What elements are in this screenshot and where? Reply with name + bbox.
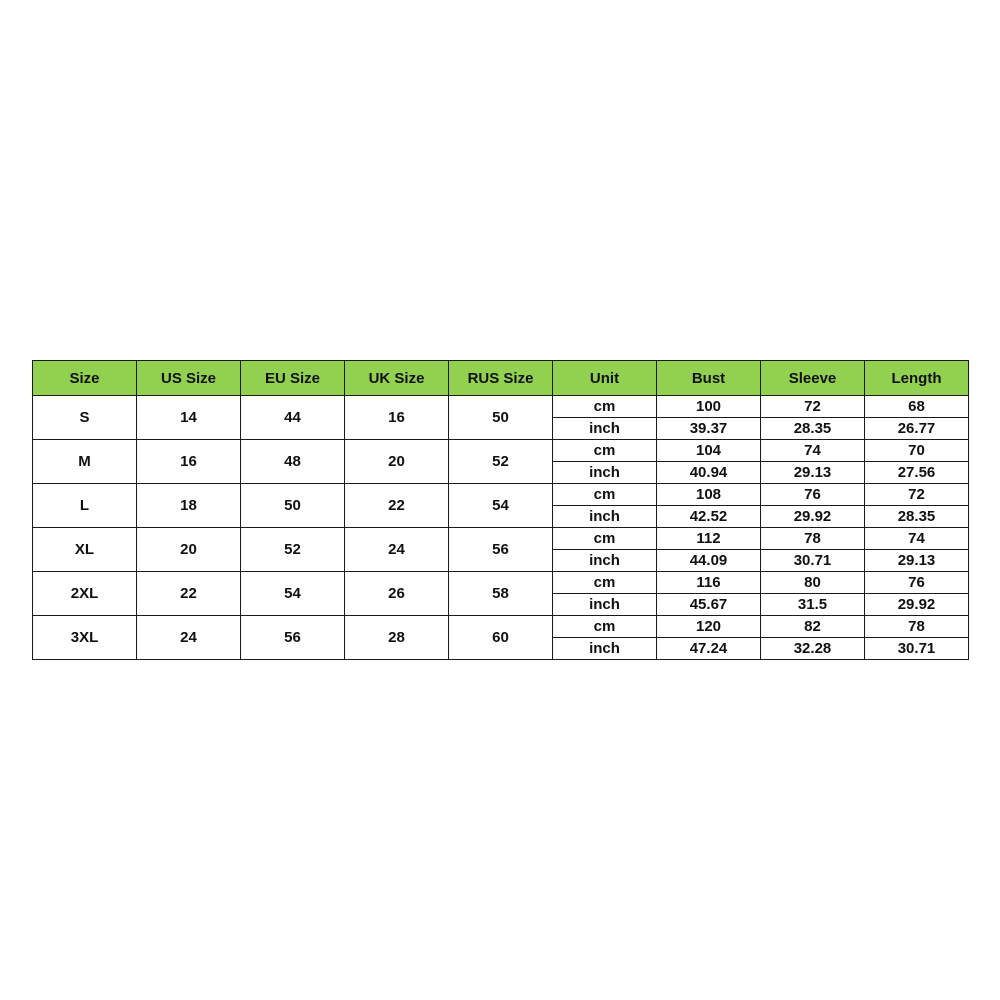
- size-chart-table: [32, 360, 969, 660]
- bust-cell: 42.52: [657, 506, 761, 528]
- eu-size-cell: 48: [241, 440, 345, 484]
- unit-cell: inch: [553, 506, 657, 528]
- sleeve-cell: 32.28: [761, 638, 865, 660]
- unit-cell: cm: [553, 616, 657, 638]
- bust-cell: 104: [657, 440, 761, 462]
- size-cell: 3XL: [33, 616, 137, 660]
- unit-cell: cm: [553, 484, 657, 506]
- uk-size-cell: 22: [345, 484, 449, 528]
- bust-cell: 45.67: [657, 594, 761, 616]
- bust-cell: 39.37: [657, 418, 761, 440]
- rus-size-cell: 56: [449, 528, 553, 572]
- sleeve-cell: 31.5: [761, 594, 865, 616]
- length-cell: 28.35: [865, 506, 969, 528]
- sleeve-cell: 78: [761, 528, 865, 550]
- eu-size-cell: 50: [241, 484, 345, 528]
- sleeve-cell: 29.92: [761, 506, 865, 528]
- unit-cell: inch: [553, 594, 657, 616]
- length-cell: 72: [865, 484, 969, 506]
- uk-size-cell: 28: [345, 616, 449, 660]
- header-rus-size: RUS Size: [449, 361, 553, 396]
- header-us-size: US Size: [137, 361, 241, 396]
- header-bust: Bust: [657, 361, 761, 396]
- sleeve-cell: 72: [761, 396, 865, 418]
- table-body: [33, 396, 969, 660]
- us-size-cell: 18: [137, 484, 241, 528]
- size-cell: M: [33, 440, 137, 484]
- bust-cell: 40.94: [657, 462, 761, 484]
- unit-cell: inch: [553, 418, 657, 440]
- eu-size-cell: 56: [241, 616, 345, 660]
- us-size-cell: 24: [137, 616, 241, 660]
- unit-cell: inch: [553, 638, 657, 660]
- sleeve-cell: 30.71: [761, 550, 865, 572]
- sleeve-cell: 76: [761, 484, 865, 506]
- size-cell: XL: [33, 528, 137, 572]
- size-cell: L: [33, 484, 137, 528]
- eu-size-cell: 52: [241, 528, 345, 572]
- rus-size-cell: 50: [449, 396, 553, 440]
- unit-cell: cm: [553, 440, 657, 462]
- unit-cell: inch: [553, 550, 657, 572]
- length-cell: 68: [865, 396, 969, 418]
- length-cell: 76: [865, 572, 969, 594]
- unit-cell: cm: [553, 528, 657, 550]
- table-row: [33, 572, 969, 594]
- sleeve-cell: 28.35: [761, 418, 865, 440]
- header-eu-size: EU Size: [241, 361, 345, 396]
- unit-cell: cm: [553, 396, 657, 418]
- header-size: Size: [33, 361, 137, 396]
- unit-cell: inch: [553, 462, 657, 484]
- table-header: [33, 361, 969, 396]
- table-row: [33, 616, 969, 638]
- table-row: [33, 440, 969, 462]
- table-row: [33, 396, 969, 418]
- size-cell: S: [33, 396, 137, 440]
- length-cell: 29.13: [865, 550, 969, 572]
- rus-size-cell: 60: [449, 616, 553, 660]
- us-size-cell: 22: [137, 572, 241, 616]
- header-sleeve: Sleeve: [761, 361, 865, 396]
- us-size-cell: 16: [137, 440, 241, 484]
- sleeve-cell: 80: [761, 572, 865, 594]
- table-row: [33, 484, 969, 506]
- table-row: [33, 528, 969, 550]
- header-uk-size: UK Size: [345, 361, 449, 396]
- length-cell: 27.56: [865, 462, 969, 484]
- eu-size-cell: 54: [241, 572, 345, 616]
- uk-size-cell: 24: [345, 528, 449, 572]
- us-size-cell: 20: [137, 528, 241, 572]
- bust-cell: 116: [657, 572, 761, 594]
- length-cell: 30.71: [865, 638, 969, 660]
- bust-cell: 100: [657, 396, 761, 418]
- bust-cell: 44.09: [657, 550, 761, 572]
- sleeve-cell: 74: [761, 440, 865, 462]
- length-cell: 78: [865, 616, 969, 638]
- eu-size-cell: 44: [241, 396, 345, 440]
- sleeve-cell: 29.13: [761, 462, 865, 484]
- length-cell: 29.92: [865, 594, 969, 616]
- bust-cell: 120: [657, 616, 761, 638]
- length-cell: 74: [865, 528, 969, 550]
- bust-cell: 108: [657, 484, 761, 506]
- unit-cell: cm: [553, 572, 657, 594]
- length-cell: 70: [865, 440, 969, 462]
- rus-size-cell: 52: [449, 440, 553, 484]
- header-unit: Unit: [553, 361, 657, 396]
- length-cell: 26.77: [865, 418, 969, 440]
- size-cell: 2XL: [33, 572, 137, 616]
- bust-cell: 112: [657, 528, 761, 550]
- sleeve-cell: 82: [761, 616, 865, 638]
- rus-size-cell: 54: [449, 484, 553, 528]
- uk-size-cell: 20: [345, 440, 449, 484]
- header-length: Length: [865, 361, 969, 396]
- header-row: [33, 361, 969, 396]
- bust-cell: 47.24: [657, 638, 761, 660]
- rus-size-cell: 58: [449, 572, 553, 616]
- us-size-cell: 14: [137, 396, 241, 440]
- uk-size-cell: 26: [345, 572, 449, 616]
- uk-size-cell: 16: [345, 396, 449, 440]
